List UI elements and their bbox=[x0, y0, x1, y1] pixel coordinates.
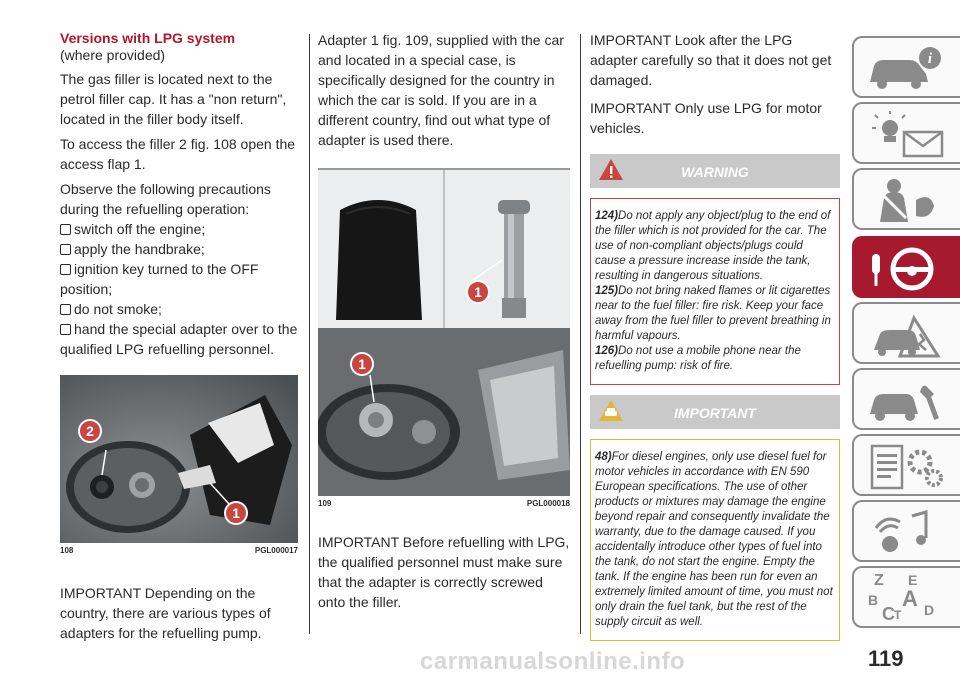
watermark: carmanualsonline.info bbox=[420, 648, 686, 675]
figure-code: PGL000018 bbox=[526, 499, 570, 508]
warning-item: 126)Do not use a mobile phone near the refuelling pump: risk of fire. bbox=[595, 345, 801, 372]
paragraph: Observe the following precautions during the refuelling operation: bbox=[60, 181, 271, 217]
tab-multimedia[interactable] bbox=[852, 500, 960, 562]
figure-number: 108 bbox=[60, 546, 74, 555]
precautions-list bbox=[60, 219, 298, 359]
tab-safety[interactable] bbox=[852, 168, 960, 230]
paragraph: The gas filler is located next to the petrol filler cap. It has a "non return", located in the filler body itself. bbox=[60, 71, 287, 127]
paragraph: Adapter 1 fig. 109, supplied with the car and located in a special case, is specifically designed for the country in which the car is sold. If you are in a different country, find out what type of adapter is used there. bbox=[318, 32, 564, 148]
tab-technical-data[interactable] bbox=[852, 434, 960, 496]
column-3 bbox=[590, 30, 840, 641]
checkbox-bullet-icon bbox=[60, 224, 71, 235]
figure-108-photo bbox=[60, 375, 298, 543]
figure-code: PGL000017 bbox=[254, 546, 298, 555]
multimedia-icon bbox=[864, 508, 950, 558]
section-subheading: (where provided) bbox=[60, 47, 166, 63]
paragraph: To access the filler 2 fig. 108 open the access flap 1. bbox=[60, 136, 296, 172]
tab-maintenance[interactable] bbox=[852, 368, 960, 430]
technical-data-icon bbox=[864, 442, 950, 492]
tab-emergency[interactable] bbox=[852, 302, 960, 364]
warning-box bbox=[590, 198, 840, 385]
safety-icon bbox=[864, 176, 950, 226]
list-item: switch off the engine; bbox=[60, 219, 298, 239]
column-1 bbox=[60, 30, 298, 643]
paragraph: IMPORTANT Before refuelling with LPG, the qualified personnel must make sure that the adapter is correctly screwed onto the filler. bbox=[318, 534, 570, 610]
maintenance-icon bbox=[864, 376, 950, 426]
important-header bbox=[590, 395, 840, 429]
list-item-continued: qualified LPG refuelling personnel. bbox=[60, 341, 275, 357]
column-divider bbox=[580, 34, 581, 634]
emergency-icon bbox=[864, 310, 950, 360]
paragraph: IMPORTANT Only use LPG for motor vehicles. bbox=[590, 100, 822, 136]
list-item-continued: position; bbox=[60, 281, 113, 297]
page-number: 119 bbox=[868, 646, 904, 671]
callout-1: 1 bbox=[350, 352, 374, 376]
list-item: apply the handbrake; bbox=[60, 239, 298, 259]
callout-1: 1 bbox=[466, 280, 490, 304]
important-box: 48)For diesel engines, only use diesel fuel for motor vehicles in accordance with EN 590 European specifications. The use of other products or mixtures may damage the engine beyond repair and consequently invalidate the warranty, due to the damage caused. If you accidentally introduce other types of fuel into the tank, do not start the engine. Empty the tank. If the engine has been run for even an extremely limited amount of time, you must not only drain the fuel tank, but the rest of the supply circuit as well. bbox=[590, 439, 840, 641]
list-item: do not smoke; bbox=[60, 299, 298, 319]
checkbox-bullet-icon bbox=[60, 264, 71, 275]
figure-number: 109 bbox=[318, 499, 332, 508]
warning-header bbox=[590, 154, 840, 188]
list-item: hand the special adapter over to the bbox=[60, 319, 298, 339]
index-icon: Z E A B C T D bbox=[868, 572, 935, 624]
column-2 bbox=[318, 30, 570, 612]
list-item: ignition key turned to the OFF bbox=[60, 259, 298, 279]
warning-item: 124)Do not apply any object/plug to the end of the filler which is not provided for the car. The use of non-compliant objects/plugs could cause a pressure increase inside the tank, resulting in dangerous situations. bbox=[595, 210, 831, 282]
warning-lights-icon bbox=[864, 110, 950, 160]
paragraph: IMPORTANT Depending on the country, there are various types of adapters for the refuelling pump. bbox=[60, 585, 271, 641]
tab-starting-driving[interactable] bbox=[852, 236, 960, 298]
tab-index[interactable] bbox=[852, 566, 960, 628]
warning-item: 125)Do not bring naked flames or lit cigarettes near to the fuel filler: fire risk. Keep your face away from the fuel filler to prevent breathing in harmful vapours. bbox=[595, 285, 831, 342]
paragraph: IMPORTANT Look after the LPG adapter carefully so that it does not get damaged. bbox=[590, 32, 832, 88]
svg-text:i: i bbox=[927, 51, 933, 67]
figure-caption bbox=[60, 546, 298, 555]
checkbox-bullet-icon bbox=[60, 304, 71, 315]
figure-109-photo bbox=[318, 168, 570, 496]
checkbox-bullet-icon bbox=[60, 244, 71, 255]
starting-driving-icon bbox=[864, 244, 950, 294]
figure-caption bbox=[318, 499, 570, 508]
checkbox-bullet-icon bbox=[60, 324, 71, 335]
callout-1: 1 bbox=[224, 501, 248, 525]
car-info-icon bbox=[864, 44, 950, 94]
column-divider bbox=[309, 34, 310, 634]
section-heading: Versions with LPG system bbox=[60, 30, 236, 46]
tab-warning-lights[interactable] bbox=[852, 102, 960, 164]
callout-2: 2 bbox=[78, 419, 102, 443]
tab-car-info[interactable] bbox=[852, 36, 960, 98]
warning-title: WARNING bbox=[681, 164, 749, 180]
important-title: IMPORTANT bbox=[674, 405, 756, 421]
